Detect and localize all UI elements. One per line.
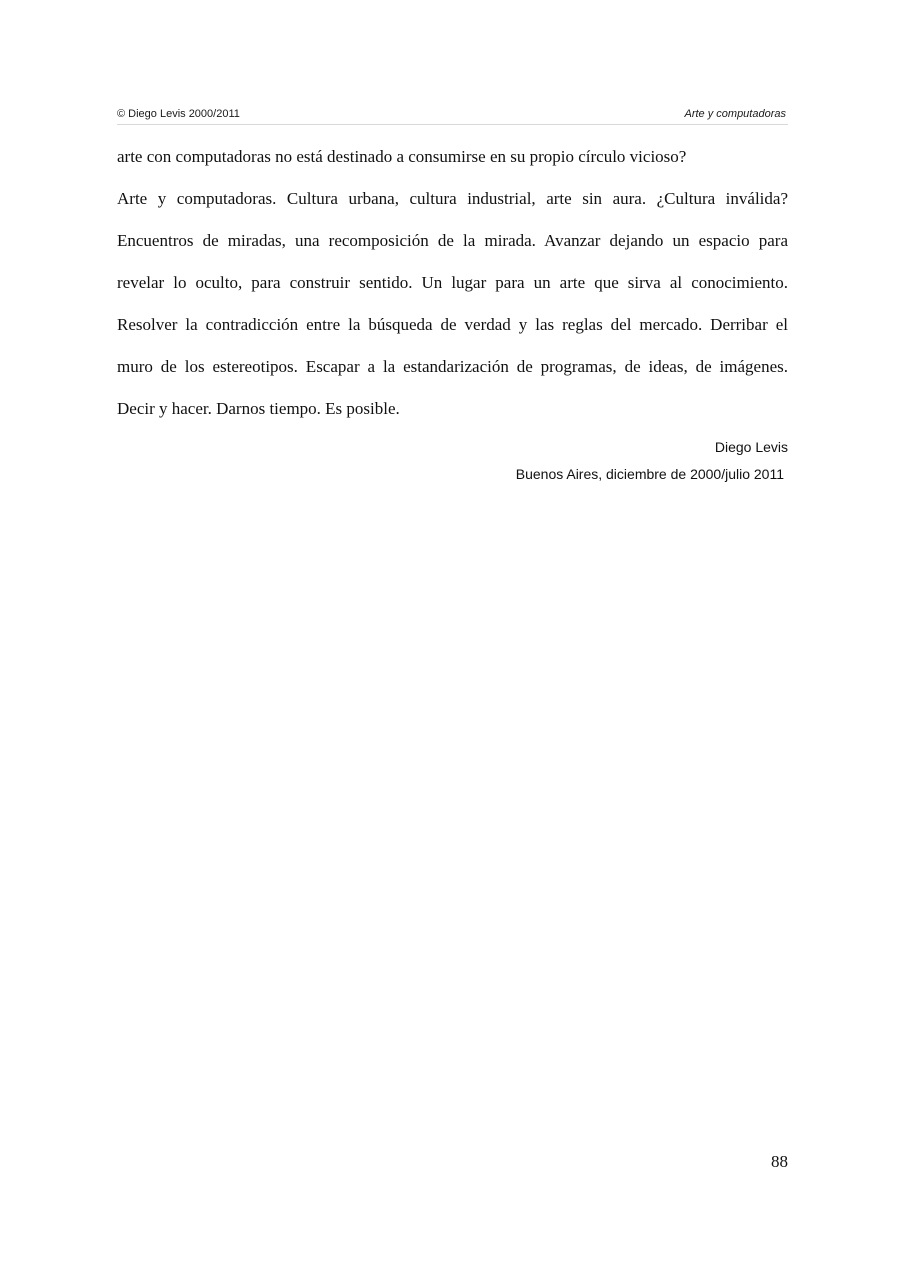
header-title: Arte y computadoras (684, 108, 786, 120)
body-line: revelar lo oculto, para construir sentido. Un lugar para un arte que sirva al conocimiento. (117, 273, 788, 292)
body-line: Arte y computadoras. Cultura urbana, cultura industrial, arte sin aura. ¿Cultura inválida? (117, 189, 788, 208)
signature-place-date: Buenos Aires, diciembre de 2000/julio 2011 (515, 466, 784, 482)
body-line: Decir y hacer. Darnos tiempo. Es posible. (117, 399, 400, 418)
page-number: 88 (771, 1152, 788, 1171)
body-paragraph (117, 146, 788, 440)
header-copyright: © Diego Levis 2000/2011 (117, 108, 240, 120)
running-header (117, 108, 788, 125)
signature-name: Diego Levis (714, 439, 788, 455)
body-line: Encuentros de miradas, una recomposición de la mirada. Avanzar dejando un espacio para (117, 231, 788, 250)
body-line: muro de los estereotipos. Escapar a la estandarización de programas, de ideas, de imágenes. (117, 357, 788, 376)
body-line: Resolver la contradicción entre la búsqueda de verdad y las reglas del mercado. Derribar el (117, 315, 788, 334)
body-line: arte con computadoras no está destinado a consumirse en su propio círculo vicioso? (117, 147, 687, 166)
